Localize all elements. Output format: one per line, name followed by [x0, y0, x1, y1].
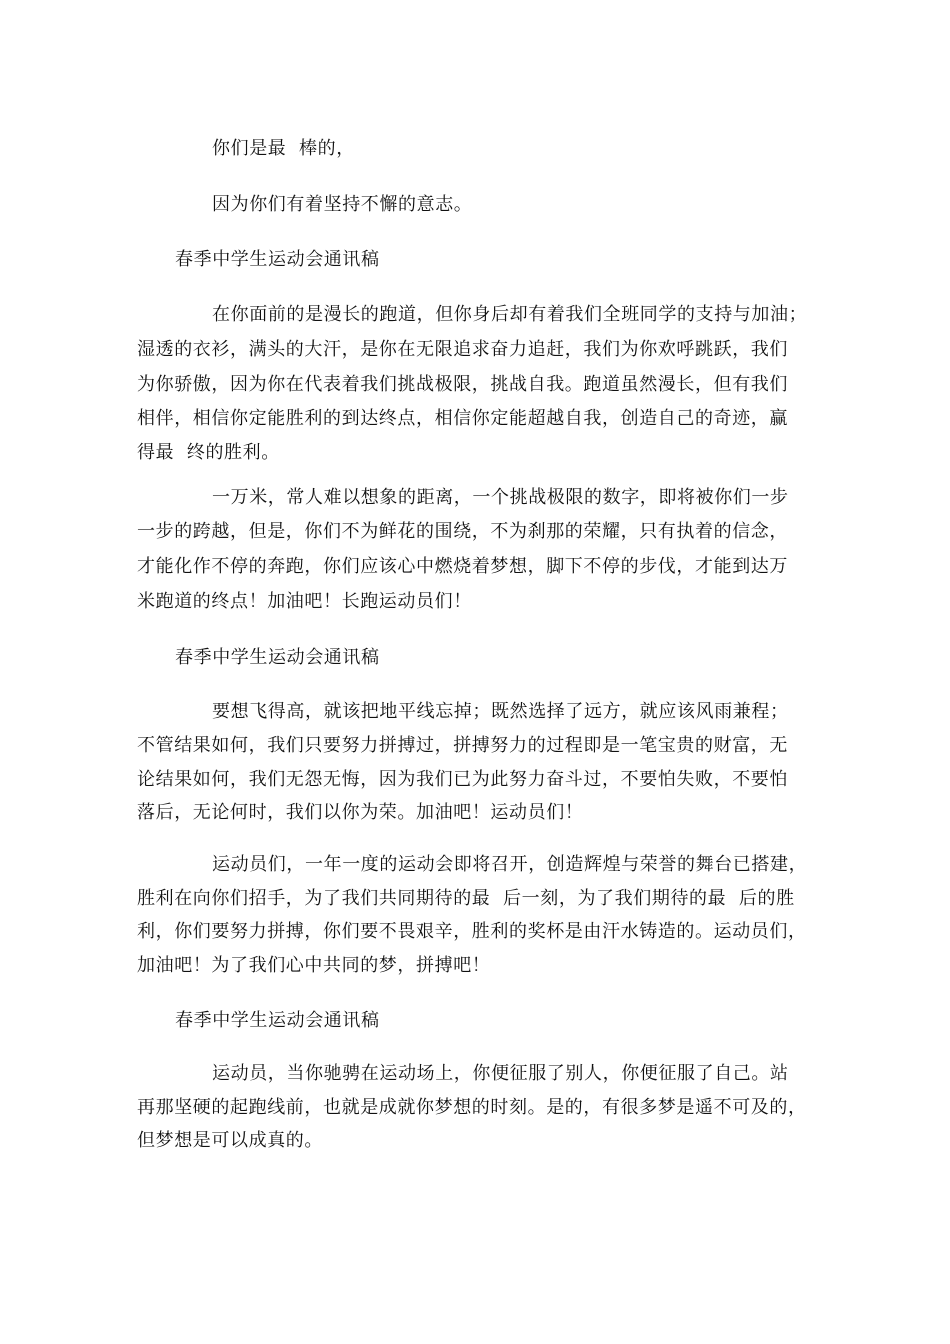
paragraph-line: 再那坚硬的起跑线前，也就是成就你梦想的时刻。是的，有很多梦是遥不可及的，: [137, 1097, 807, 1118]
paragraph-line: 因为你们有着坚持不懈的意志。: [212, 194, 473, 215]
paragraph-line: 你们是最 棒的，: [212, 138, 355, 159]
section-heading: 春季中学生运动会通讯稿: [175, 249, 380, 270]
paragraph-line: 相伴，相信你定能胜利的到达终点，相信你定能超越自我，创造自己的奇迹，赢: [137, 408, 788, 429]
paragraph-line: 利，你们要努力拼搏，你们要不畏艰辛，胜利的奖杯是由汗水铸造的。运动员们，: [137, 921, 807, 942]
paragraph-line: 运动员，当你驰骋在运动场上，你便征服了别人，你便征服了自己。站: [212, 1063, 789, 1084]
paragraph-line: 不管结果如何，我们只要努力拼搏过，拼搏努力的过程即是一笔宝贵的财富，无: [137, 735, 788, 756]
paragraph-line: 在你面前的是漫长的跑道，但你身后却有着我们全班同学的支持与加油；: [212, 304, 808, 325]
section-heading: 春季中学生运动会通讯稿: [175, 1010, 380, 1031]
paragraph-line: 湿透的衣衫，满头的大汗，是你在无限追求奋力追赶，我们为你欢呼跳跃，我们: [137, 339, 788, 360]
paragraph-line: 但梦想是可以成真的。: [137, 1130, 323, 1151]
paragraph-line: 落后，无论何时，我们以你为荣。加油吧！运动员们！: [137, 802, 584, 823]
paragraph-line: 胜利在向你们招手，为了我们共同期待的最 后一刻，为了我们期待的最 后的胜: [137, 888, 795, 909]
paragraph-line: 一万米，常人难以想象的距离，一个挑战极限的数字，即将被你们一步: [212, 487, 789, 508]
paragraph-line: 为你骄傲，因为你在代表着我们挑战极限，挑战自我。跑道虽然漫长，但有我们: [137, 374, 788, 395]
paragraph-line: 得最 终的胜利。: [137, 442, 280, 463]
paragraph-line: 一步的跨越，但是，你们不为鲜花的围绕，不为刹那的荣耀，只有执着的信念，: [137, 521, 788, 542]
paragraph-line: 米跑道的终点！加油吧！长跑运动员们！: [137, 591, 472, 612]
paragraph-line: 加油吧！为了我们心中共同的梦，拼搏吧！: [137, 955, 491, 976]
section-heading: 春季中学生运动会通讯稿: [175, 647, 380, 668]
paragraph-line: 运动员们，一年一度的运动会即将召开，创造辉煌与荣誉的舞台已搭建，: [212, 854, 808, 875]
paragraph-line: 论结果如何，我们无怨无悔，因为我们已为此努力奋斗过，不要怕失败，不要怕: [137, 769, 788, 790]
paragraph-line: 要想飞得高，就该把地平线忘掉；既然选择了远方，就应该风雨兼程；: [212, 701, 789, 722]
paragraph-line: 才能化作不停的奔跑，你们应该心中燃烧着梦想，脚下不停的步伐，才能到达万: [137, 556, 788, 577]
